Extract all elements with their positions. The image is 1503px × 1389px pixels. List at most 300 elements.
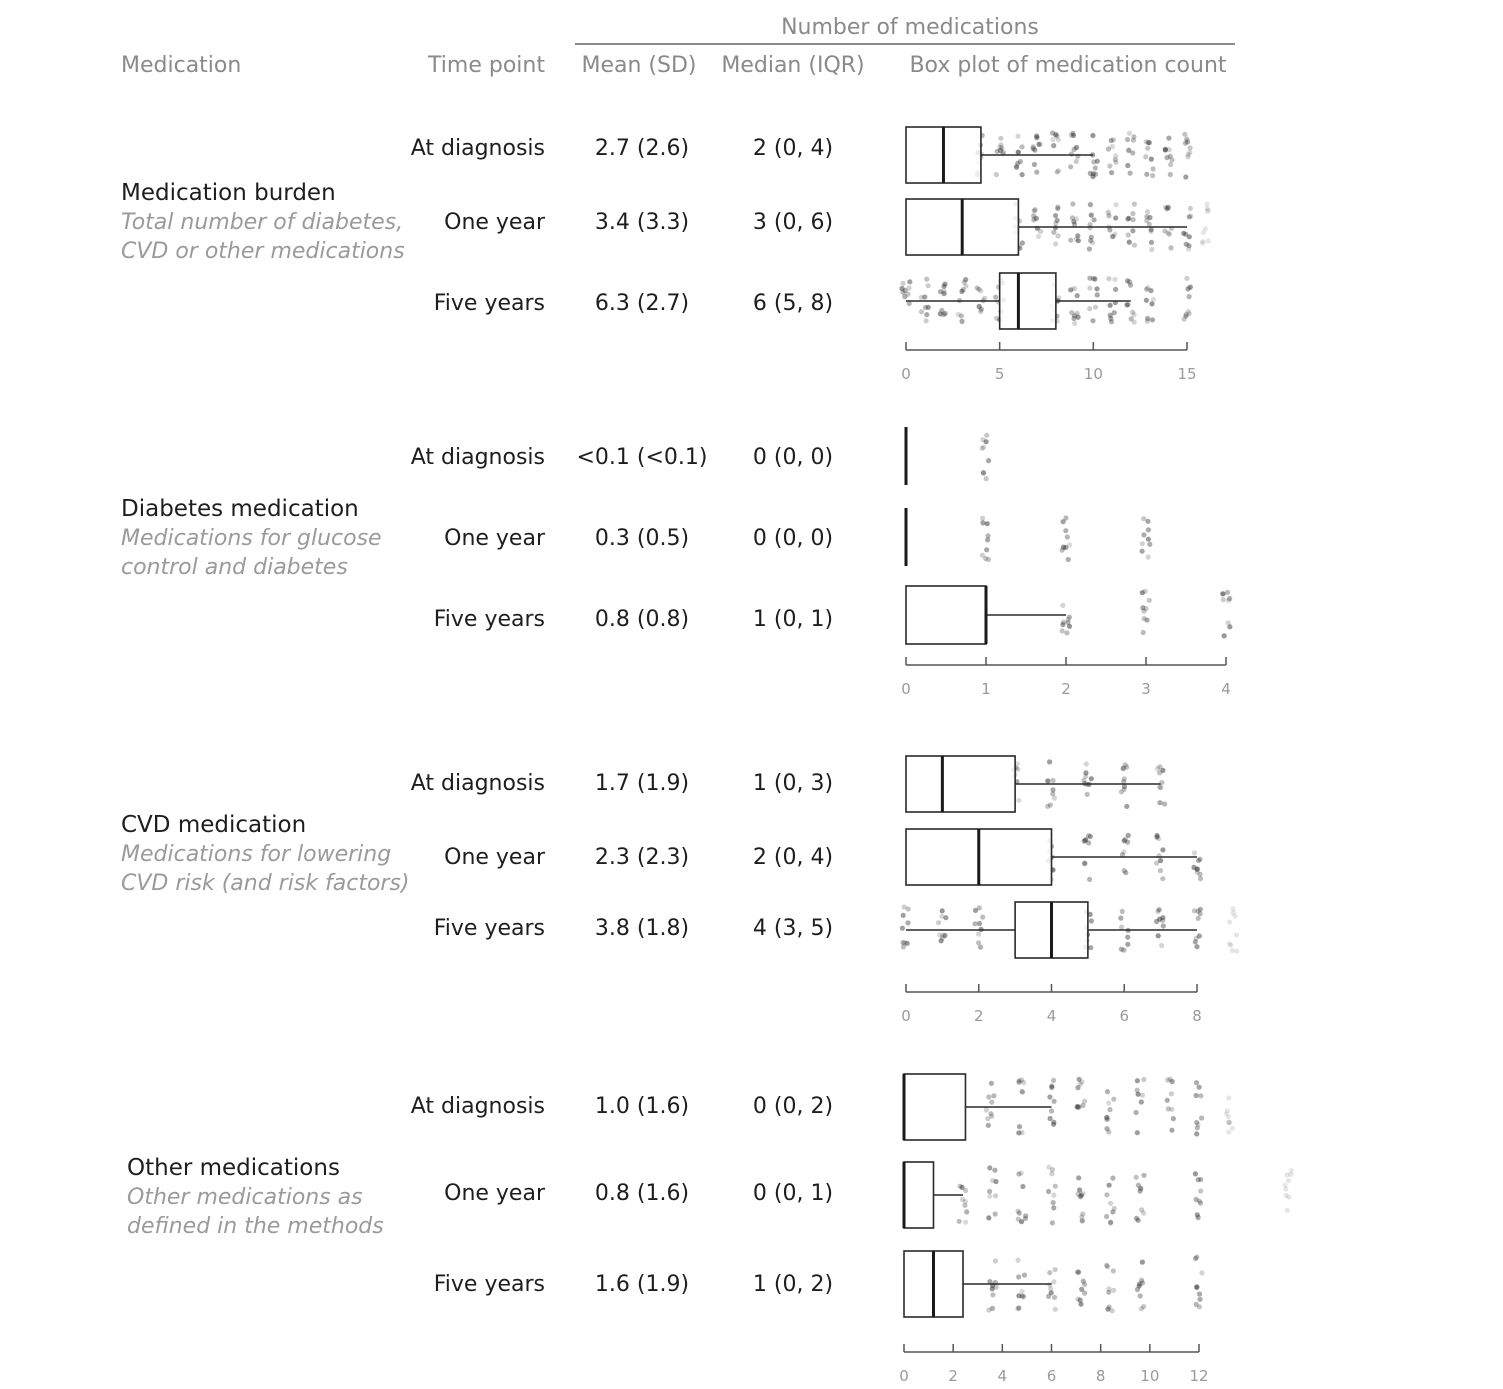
data-point [1016,798,1021,803]
data-point [1082,1099,1087,1104]
data-point [1110,1209,1115,1214]
group-title: Medication burden [121,180,336,206]
data-point [1014,165,1019,170]
data-point [942,933,947,938]
data-point [1106,1100,1111,1105]
data-point-cluster [1193,1255,1205,1310]
data-point [1056,168,1061,173]
data-point [1104,1117,1109,1122]
data-point [1108,313,1113,318]
data-point [1049,1108,1054,1113]
data-point-cluster [1182,132,1192,180]
data-point [1135,1088,1140,1093]
data-point [986,1307,991,1312]
data-point [1206,238,1211,243]
data-point [1032,162,1037,167]
data-point [985,521,990,526]
data-point-cluster [936,908,949,943]
data-point [1185,139,1190,144]
data-point [1088,834,1093,839]
data-point [1226,1095,1231,1100]
header-medication: Medication [121,53,242,78]
data-point [1119,789,1124,794]
data-point-cluster [980,433,992,482]
data-point-cluster [1140,589,1152,635]
data-point [1205,209,1210,214]
data-point [1068,287,1073,292]
data-point [1034,170,1039,175]
data-point [1139,1099,1144,1104]
data-point [1192,908,1197,913]
data-point [1075,1085,1080,1090]
data-point [1149,157,1154,162]
data-point [981,471,986,476]
data-point [1286,1178,1291,1183]
data-point [1134,1175,1139,1180]
boxplot-row [904,1162,1294,1228]
data-point-cluster [1104,1089,1116,1135]
data-point [1075,293,1080,298]
data-point [1088,945,1093,950]
data-point [985,1116,990,1121]
x-axis-tick-label: 4 [1046,1007,1057,1025]
data-point [1060,628,1065,633]
group-description-line: defined in the methods [127,1214,384,1239]
data-point [1016,1305,1021,1310]
group-description-line: Other medications as [127,1185,363,1210]
data-point-cluster [1194,1080,1205,1136]
data-point [1069,151,1074,156]
data-point [1231,910,1236,915]
data-point-cluster [1031,207,1043,239]
data-point [1197,872,1202,877]
data-point [1018,159,1023,164]
data-point [902,294,907,299]
data-point-cluster [1227,906,1239,954]
data-point [1050,787,1055,792]
data-point [1132,202,1137,207]
data-point [1017,1124,1022,1129]
data-point [1112,277,1117,282]
data-point [1151,297,1156,302]
data-point [1198,1177,1203,1182]
data-point [1134,1110,1139,1115]
data-point [1226,620,1231,625]
data-point [1063,528,1068,533]
data-point [959,289,964,294]
data-point [1166,205,1171,210]
timepoint-label: One year [444,1181,545,1206]
data-point [1020,1184,1025,1189]
data-point-cluster [919,277,931,324]
data-point [1194,1080,1199,1085]
data-point [919,309,924,314]
data-point [1060,548,1065,553]
data-point [1125,935,1130,940]
data-point [958,1184,963,1189]
group-title: Other medications [127,1155,340,1181]
data-point [1135,1287,1140,1292]
data-point [1194,1285,1199,1290]
median-iqr-value: 2 (0, 4) [752,136,834,161]
data-point [1122,776,1127,781]
data-point [1126,147,1131,152]
data-point [1104,1126,1109,1131]
data-point-cluster [1125,202,1137,248]
data-point [1051,1205,1056,1210]
group-description-line: Medications for glucose [121,526,382,551]
iqr-box [904,1074,965,1140]
data-point [1194,1255,1199,1260]
data-point [964,1209,969,1214]
data-point [1022,1273,1027,1278]
data-point-cluster [1068,131,1080,170]
data-point [957,1219,962,1224]
data-point [1140,1093,1145,1098]
data-point [1053,221,1058,226]
data-point [994,172,999,177]
data-point [1068,238,1073,243]
iqr-box [906,586,986,644]
data-point [1131,134,1136,139]
data-point-cluster [1224,1095,1235,1134]
data-point [1130,228,1135,233]
data-point [1093,165,1098,170]
data-point [1145,146,1150,151]
data-point [1094,286,1099,291]
boxplot-row [904,1251,1205,1317]
median-iqr-value: 4 (3, 5) [752,916,834,941]
data-point [938,311,943,316]
data-point [1019,1289,1024,1294]
data-point [1141,1173,1146,1178]
data-point-cluster [1182,276,1193,322]
data-point [1159,943,1164,948]
data-point [1090,318,1095,323]
data-point [1188,206,1193,211]
data-point [1053,1184,1058,1189]
data-point [1197,1297,1202,1302]
data-point [1092,217,1097,222]
data-point [899,286,904,291]
group-description-line: CVD risk (and risk factors) [121,871,410,896]
data-point [1070,201,1075,206]
boxplot-panel [900,756,1239,1025]
data-point [1047,1270,1052,1275]
data-point [1119,924,1124,929]
data-point [1053,1267,1058,1272]
data-point [938,289,943,294]
data-point [1108,1201,1113,1206]
data-point [984,439,989,444]
data-point [1201,230,1206,235]
mean-sd-value: 2.7 (2.6) [594,136,690,161]
data-point [1076,238,1081,243]
data-point [1105,1089,1110,1094]
data-point [1080,1218,1085,1223]
data-point [1131,217,1136,222]
data-point [1226,1130,1231,1135]
data-point-cluster [1106,137,1119,175]
data-point [907,279,912,284]
data-point [1135,1130,1140,1135]
boxplot-row [899,273,1193,329]
data-point [1226,1114,1231,1119]
boxplot-panel [899,1074,1294,1385]
data-point [1122,838,1127,843]
data-point-cluster [1104,1263,1116,1314]
data-point [1149,301,1154,306]
data-point-cluster [1181,206,1193,252]
data-point-cluster [1060,603,1073,636]
data-point [1187,214,1192,219]
data-point [1110,1176,1115,1181]
data-point-cluster [1163,136,1175,178]
data-point [1106,213,1111,218]
data-point [1163,147,1168,152]
data-point [1146,527,1151,532]
data-point [1234,932,1239,937]
data-point [1138,1293,1143,1298]
data-point-cluster [1283,1168,1294,1213]
data-point [1169,1091,1174,1096]
data-point [984,476,989,481]
data-point [1156,933,1161,938]
data-point-cluster [1106,202,1119,239]
data-point [1031,146,1036,151]
data-point [1144,172,1149,177]
data-point [1169,1107,1174,1112]
data-point [1111,234,1116,239]
data-point [900,281,905,286]
header-timepoint: Time point [428,53,545,78]
data-point [1160,876,1165,881]
boxplot-row [906,586,1233,644]
data-point [1149,240,1154,245]
data-point [1197,857,1202,862]
group-cvd-medication [121,756,1239,1025]
data-point [976,304,981,309]
data-point [906,285,911,290]
data-point [1087,286,1092,291]
data-point [1019,1130,1024,1135]
data-point [1194,944,1199,949]
data-point [1125,163,1130,168]
iqr-box [904,1162,934,1228]
data-point [1144,214,1149,219]
data-point [1126,216,1131,221]
data-point [1051,230,1056,235]
data-point [994,1285,999,1290]
timepoint-label: At diagnosis [410,1094,545,1119]
data-point [1104,1214,1109,1219]
timepoint-label: At diagnosis [410,136,545,161]
data-point [1051,1200,1056,1205]
data-point [1056,233,1061,238]
x-axis-tick-label: 6 [1119,1007,1130,1025]
data-point-cluster [1046,1165,1058,1226]
data-point [987,1194,992,1199]
data-point [1047,759,1052,764]
x-axis-tick-label: 0 [901,365,911,383]
data-point [986,458,991,463]
data-point [1182,132,1187,137]
data-point [989,1081,994,1086]
data-point-cluster [1050,130,1061,174]
data-point [998,136,1003,141]
data-point [1145,618,1150,623]
data-point [977,905,982,910]
data-point-cluster [1193,1171,1203,1220]
data-point [1198,1188,1203,1193]
data-point [1050,137,1055,142]
data-point [1130,211,1135,216]
data-point [992,1168,997,1173]
data-point [1078,1302,1083,1307]
data-point [1023,1213,1028,1218]
data-point [939,914,944,919]
mean-sd-value: 2.3 (2.3) [594,845,690,870]
data-point [1047,1282,1052,1287]
data-point [978,945,983,950]
data-point [1230,1126,1235,1131]
data-point [1087,306,1092,311]
data-point [1188,285,1193,290]
x-axis-tick-label: 10 [1140,1367,1160,1385]
data-point [1192,850,1197,855]
x-axis [901,342,1196,383]
data-point [924,318,929,323]
data-point [1048,1116,1053,1121]
data-point [1157,785,1162,790]
data-point [1141,532,1146,537]
data-point [1194,1093,1199,1098]
data-point [1195,1212,1200,1217]
data-point [1109,170,1114,175]
data-point [993,1193,998,1198]
data-point-cluster [1134,1077,1147,1135]
data-point [980,915,985,920]
data-point [980,516,985,521]
data-point [1127,240,1132,245]
median-iqr-value: 0 (0, 0) [752,526,834,551]
data-point [1016,1209,1021,1214]
data-point-cluster [1165,1077,1176,1133]
data-point [1072,147,1077,152]
timepoint-label: One year [444,210,545,235]
data-point [984,547,989,552]
data-point [1110,144,1115,149]
data-point-cluster [1135,1260,1146,1312]
data-point [1108,1220,1113,1225]
data-point [1067,624,1072,629]
data-point [1088,225,1093,230]
data-point [1093,172,1098,177]
data-point [1113,215,1118,220]
median-iqr-value: 0 (0, 1) [752,1181,834,1206]
data-point [1199,1270,1204,1275]
data-point [981,445,986,450]
data-point-cluster [1119,762,1130,809]
data-point [1128,283,1133,288]
data-point [1111,1268,1116,1273]
median-iqr-value: 6 (5, 8) [752,291,834,316]
data-point [960,1197,965,1202]
data-point [1140,549,1145,554]
data-point [1144,298,1149,303]
data-point [1053,241,1058,246]
data-point [1111,1097,1116,1102]
data-point-cluster [1140,516,1153,560]
data-point [1019,1089,1024,1094]
data-point [1157,800,1162,805]
data-point [1087,877,1092,882]
data-point [1169,1128,1174,1133]
group-description-line: control and diabetes [121,555,348,580]
header-mean-sd: Mean (SD) [581,53,697,78]
data-point-cluster [980,516,991,562]
data-point [1070,131,1075,136]
data-point [941,284,946,289]
x-axis-tick-label: 1 [981,680,991,698]
data-point [1090,133,1095,138]
x-axis-tick-label: 10 [1083,365,1103,383]
x-axis-tick-label: 2 [1061,680,1071,698]
data-point [1144,287,1149,292]
data-point [1124,302,1129,307]
data-point-cluster [1220,590,1232,639]
data-point [991,1093,996,1098]
data-point-cluster [1074,1077,1087,1110]
data-point [1075,1270,1080,1275]
data-point [1165,1098,1170,1103]
data-point [1168,172,1173,177]
data-point [1046,1189,1051,1194]
timepoint-label: Five years [433,291,545,316]
data-point [1141,630,1146,635]
group-other-medications [127,1074,1294,1385]
data-point [1111,1288,1116,1293]
data-point [1141,1077,1146,1082]
data-point [1197,1304,1202,1309]
data-point [998,148,1003,153]
data-point [1193,1171,1198,1176]
data-point [1182,317,1187,322]
data-point [1183,174,1188,179]
data-point [963,1220,968,1225]
data-point [1148,229,1153,234]
data-point [1132,243,1137,248]
data-point [1147,598,1152,603]
median-iqr-value: 0 (0, 2) [752,1094,834,1119]
data-point [1106,1286,1111,1291]
data-point [1283,1193,1288,1198]
boxplot-row [906,508,1153,566]
data-point [1158,858,1163,863]
data-point [1150,173,1155,178]
data-point [1196,916,1201,921]
data-point [988,1111,993,1116]
mean-sd-value: 1.7 (1.9) [594,771,690,796]
data-point [1197,1291,1202,1296]
data-point [1114,202,1119,207]
x-axis-tick-label: 8 [1192,1007,1202,1025]
data-point [1105,1307,1110,1312]
data-point [962,280,967,285]
data-point [1016,1217,1021,1222]
data-point-cluster [1144,285,1156,324]
data-point [1186,152,1191,157]
